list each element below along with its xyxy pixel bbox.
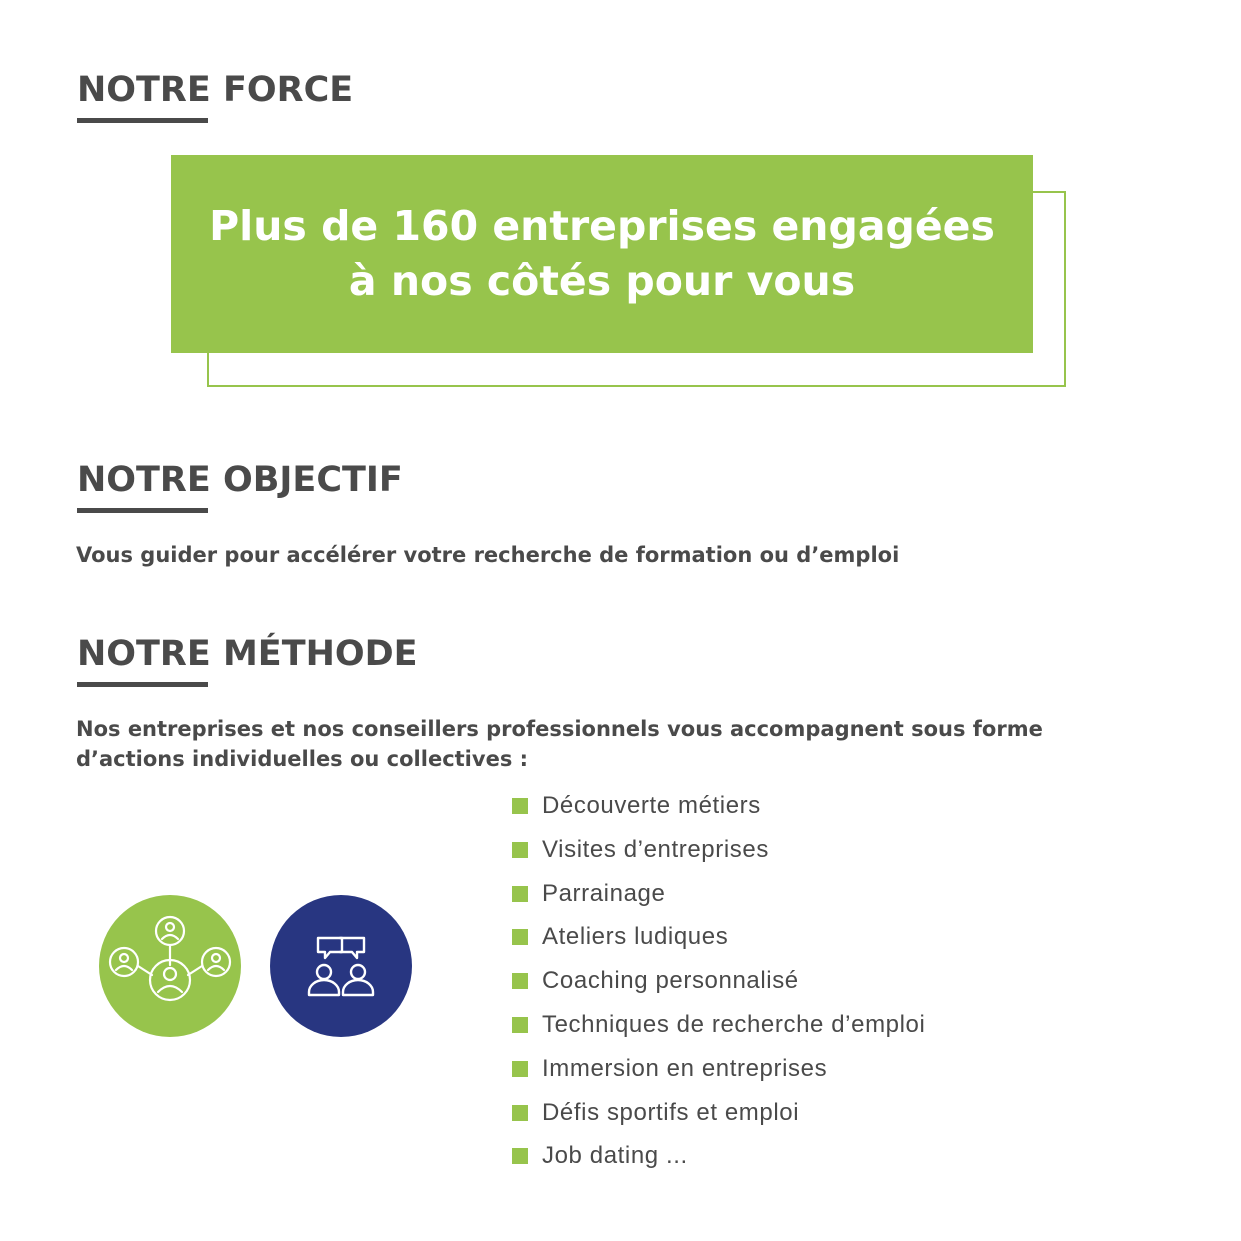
list-item-label: Coaching personnalisé (542, 967, 799, 995)
list-item-label: Techniques de recherche d’emploi (542, 1010, 926, 1038)
objectif-text: Vous guider pour accélérer votre recherche de formation ou d’emploi (76, 543, 900, 567)
methods-list (512, 788, 925, 1182)
methode-text: Nos entreprises et nos conseillers professionnels vous accompagnent sous forme d’actions individuelles ou collectives : (76, 717, 1043, 771)
list-item (512, 963, 925, 1007)
list-item (512, 1007, 925, 1051)
list-item-label: Parrainage (542, 879, 666, 907)
bullet-square-icon (512, 929, 528, 945)
heading-rest: MÉTHODE (222, 634, 418, 674)
network-people-icon (99, 895, 241, 1037)
heading-notre-force (77, 70, 353, 110)
list-item-label: Ateliers ludiques (542, 923, 729, 951)
list-item-label: Découverte métiers (542, 792, 761, 819)
heading-underlined-word: NOTRE (77, 634, 211, 674)
heading-underlined-word: NOTRE (77, 460, 211, 500)
bullet-square-icon (512, 1061, 528, 1077)
bullet-square-icon (512, 842, 528, 858)
heading-rest: OBJECTIF (222, 460, 403, 500)
heading-rest: FORCE (222, 70, 354, 110)
heading-underline (77, 682, 208, 687)
list-item (512, 919, 925, 963)
list-item-label: Immersion en entreprises (542, 1054, 828, 1082)
bullet-square-icon (512, 1148, 528, 1164)
bullet-square-icon (512, 886, 528, 902)
bullet-square-icon (512, 1105, 528, 1121)
list-item (512, 876, 925, 920)
bullet-square-icon (512, 798, 528, 814)
highlight-line-1: Plus de 160 entreprises engagées (209, 202, 995, 250)
list-item (512, 1138, 925, 1182)
list-item (512, 788, 925, 832)
heading-underline (77, 508, 208, 513)
highlight-line-2: à nos côtés pour vous (348, 257, 856, 305)
heading-notre-methode (77, 634, 418, 674)
bullet-square-icon (512, 1017, 528, 1033)
list-item (512, 1095, 925, 1139)
heading-underlined-word: NOTRE (77, 70, 211, 110)
list-item-label: Défis sportifs et emploi (542, 1098, 800, 1126)
list-item (512, 832, 925, 876)
list-item-label: Visites d’entreprises (542, 835, 769, 863)
discussion-people-icon (270, 895, 412, 1037)
highlight-box (171, 155, 1033, 353)
bullet-square-icon (512, 973, 528, 989)
heading-notre-objectif (77, 460, 403, 500)
list-item (512, 1051, 925, 1095)
heading-underline (77, 118, 208, 123)
list-item-label: Job dating ... (542, 1142, 688, 1170)
